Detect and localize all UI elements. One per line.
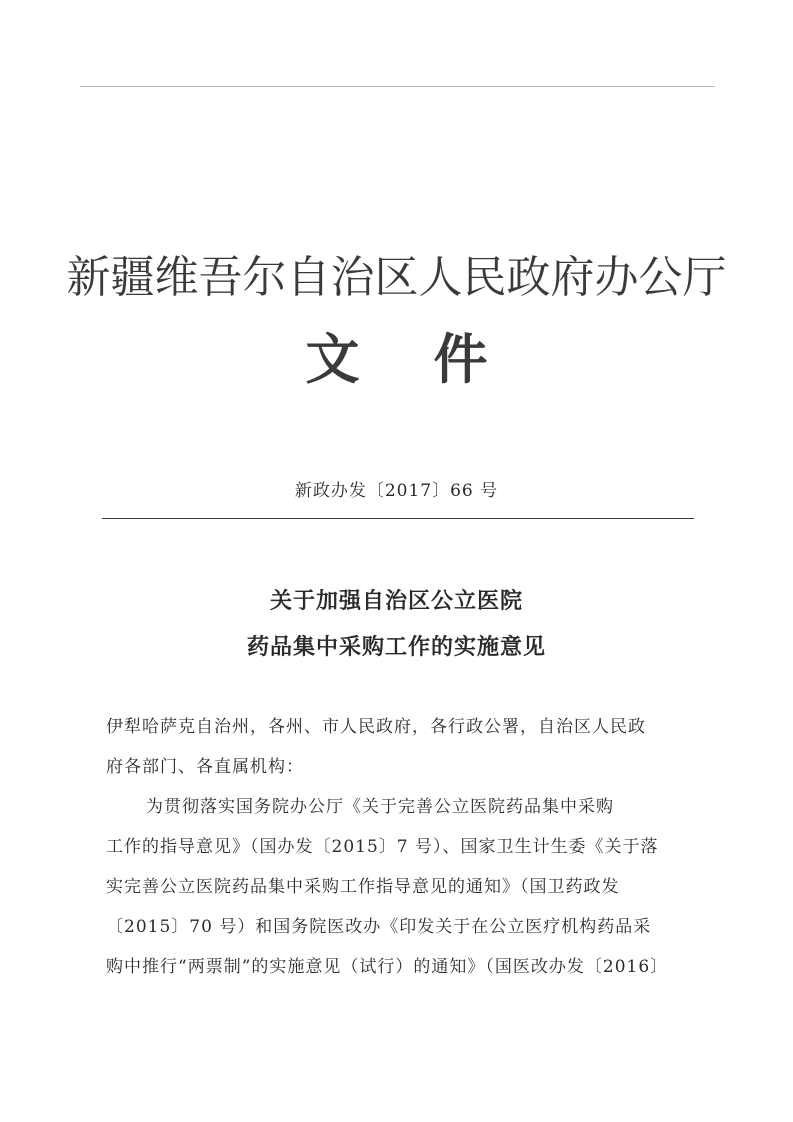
- body-line: 伊犁哈萨克自治州，各州、市人民政府，各行政公署，自治区人民政: [106, 717, 646, 737]
- document-label-char-1: 文: [305, 327, 360, 391]
- document-title-line-2: 药品集中采购工作的实施意见: [246, 634, 546, 660]
- body-line: 府各部门、各直属机构：: [106, 757, 304, 777]
- document-label-char-2: 件: [433, 327, 488, 391]
- header-divider: [102, 518, 694, 519]
- issuing-authority: 新疆维吾尔自治区人民政府办公厅: [66, 252, 727, 303]
- top-divider: [80, 86, 715, 87]
- body-line: 购中推行“两票制”的实施意见（试行）的通知》（国医改办发〔2016〕: [106, 957, 669, 977]
- body-line: 实完善公立医院药品集中采购工作指导意见的通知》（国卫药政发: [106, 877, 620, 897]
- body-line: 为贯彻落实国务院办公厅《关于完善公立医院药品集中采购: [146, 797, 614, 817]
- body-line: 〔2015〕70 号）和国务院医改办《印发关于在公立医疗机构药品采: [106, 917, 652, 937]
- body-line: 工作的指导意见》（国办发〔2015〕7 号）、国家卫生计生委《关于落: [106, 837, 659, 857]
- document-number: 新政办发〔2017〕66 号: [294, 481, 499, 501]
- document-label: [0, 326, 793, 392]
- document-title-line-1: 关于加强自治区公立医院: [269, 588, 523, 614]
